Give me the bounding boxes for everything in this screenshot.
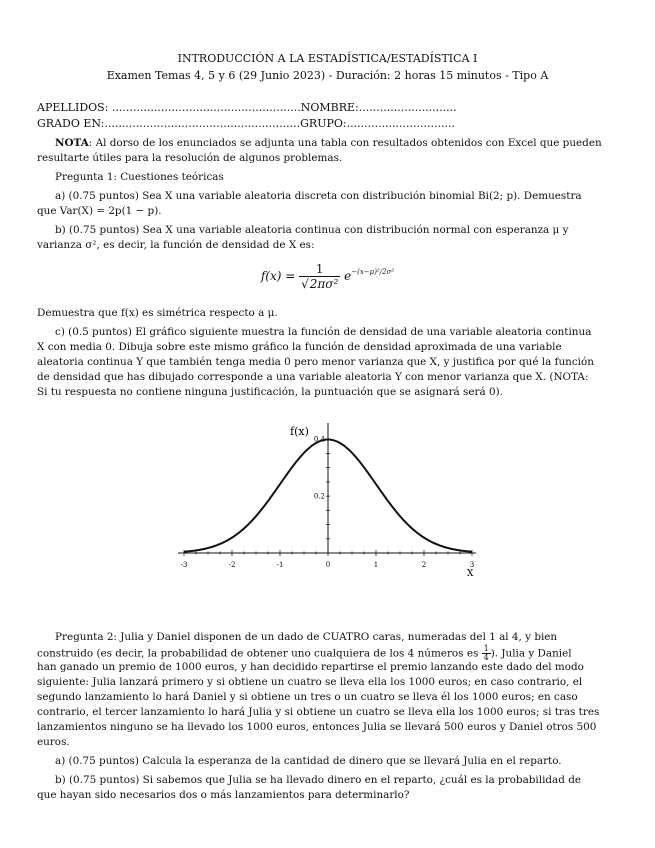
x-tick-label: 2: [421, 561, 427, 569]
q1-c-line-3: aleatoria continua Y que también tenga media 0 pero menor varianza que X, y justifica por qué la función: [37, 356, 594, 368]
x-tick-label: -3: [180, 561, 188, 569]
nombre-field[interactable]: ............................: [358, 101, 457, 114]
apellidos-field[interactable]: ......................................................: [111, 101, 301, 114]
formula-fraction: $\frac{1}{\text{√2πσ²}}$: [301, 262, 339, 291]
y-tick-label: 0.4: [313, 435, 325, 444]
q1-heading: Pregunta 1: Cuestiones teóricas: [55, 171, 224, 183]
note-line-2: resultarte útiles para la resolución de algunos problemas.: [37, 152, 343, 164]
note-label: NOTA: [55, 137, 89, 149]
q2-line-3: han ganado un premio de 1000 euros, y han decidido repartirse el premio lanzando este dado del modo: [37, 661, 584, 673]
q1-a-line-1: a) (0.75 puntos) Sea X una variable aleatoria discreta con distribución binomial Bi(2; p). Demuestra: [55, 190, 582, 202]
formula-numerator: 1: [299, 262, 340, 277]
formula-lhs: f(x) =: [260, 269, 300, 283]
exam-subtitle: Examen Temas 4, 5 y 6 (29 Junio 2023) - Duración: 2 horas 15 minutos - Tipo A: [106, 69, 549, 82]
q1-c-line-1: c) (0.5 puntos) El gráfico siguiente muestra la función de densidad de una variable aleatoria continua: [55, 326, 592, 338]
y-axis-label: f(x): [290, 425, 309, 438]
q2-a: a) (0.75 puntos) Calcula la esperanza de la cantidad de dinero que se llevará Julia en el reparto.: [55, 755, 562, 767]
q2-fraction-den: 4: [483, 653, 489, 662]
q1-b-line-2: varianza σ², es decir, la función de densidad de X es:: [37, 239, 315, 251]
x-axis-label: X: [467, 569, 474, 579]
apellidos-label: APELLIDOS:: [37, 101, 112, 114]
q2-line-2: construido (es decir, la probabilidad de obtener uno cualquiera de los 4 números es $\frac{1}{4}$ ). Julia y Daniel: [37, 644, 572, 662]
q2-line-4: siguiente: Julia lanzará primero y si obtiene un cuatro se lleva ella los 1000 euros; en caso contrario, el: [37, 676, 583, 688]
q1-c-line-2: X con media 0. Dibuja sobre este mismo gráfico la función de densidad aproximada de una variable: [37, 341, 562, 353]
q1-c-line-4: de densidad que has dibujado corresponde a una variable aleatoria Y con menor varianza que X. (NOTA:: [37, 371, 589, 383]
x-tick-label: 0: [325, 561, 331, 569]
q2-b-line-1: b) (0.75 puntos) Si sabemos que Julia se ha llevado dinero en el reparto, ¿cuál es la probabilidad de: [55, 774, 581, 786]
x-tick-label: -1: [276, 561, 284, 569]
q2-line-6: contrario, el tercer lanzamiento lo hará Julia y si obtiene un cuatro se lleva ella los 1000 euros; si tras tres: [37, 706, 600, 718]
q2-line-5: segundo lanzamiento lo hará Daniel y si obtiene un tres o un cuatro se lleva él los 1000 euros; en caso: [37, 691, 578, 703]
grado-label: GRADO EN:: [37, 117, 105, 130]
q2-b-line-2: que hayan sido necesarios dos o más lanzamientos para determinarlo?: [37, 789, 410, 801]
x-tick-label: 1: [373, 561, 379, 569]
density-chart: [170, 415, 485, 585]
x-tick-label: -2: [228, 561, 236, 569]
q1-c-line-5: Si tu respuesta no contiene ninguna justificación, la puntuación que se asignará será 0).: [37, 386, 503, 398]
formula-exponent: −(x−μ)²/2σ²: [351, 268, 395, 276]
q1-a-line-2: que Var(X) = 2p(1 − p).: [37, 205, 162, 217]
density-formula: f(x) = $\frac{1}{\text{√2πσ²}}$ $e^{-(x-\mu)^2/2\sigma^2}$: [260, 262, 395, 291]
grupo-label: GRUPO:: [300, 117, 347, 130]
grado-row: [37, 117, 617, 132]
grado-field[interactable]: ........................................................: [104, 117, 301, 130]
grupo-field[interactable]: ...............................: [346, 117, 456, 130]
x-tick-label: 3: [469, 561, 475, 569]
course-title: INTRODUCCIÓN A LA ESTADÍSTICA/ESTADÍSTICA I: [177, 52, 478, 65]
nombre-label: NOMBRE:: [300, 101, 359, 114]
q2-fraction-num: 1: [483, 644, 489, 653]
note-line-1: NOTA: Al dorso de los enunciados se adjunta una tabla con resultados obtenidos con Excel que pueden: [55, 137, 602, 149]
q2-line-1: Pregunta 2: Julia y Daniel disponen de un dado de CUATRO caras, numeradas del 1 al 4, y bien: [55, 631, 558, 643]
y-tick-label: 0.2: [313, 492, 325, 501]
q2-line-8: euros.: [37, 736, 70, 748]
q1-b-line-3: Demuestra que f(x) es simétrica respecto a μ.: [37, 307, 278, 319]
q2-line-7: lanzamientos ninguno se ha llevado los 1000 euros, entonces Julia se llevará 500 euros y Daniel otros 500: [37, 721, 597, 733]
apellidos-row: [37, 101, 617, 116]
q1-b-line-1: b) (0.75 puntos) Sea X una variable aleatoria continua con distribución normal con esperanza μ y: [55, 224, 569, 236]
formula-denominator: 2πσ²: [309, 277, 339, 291]
